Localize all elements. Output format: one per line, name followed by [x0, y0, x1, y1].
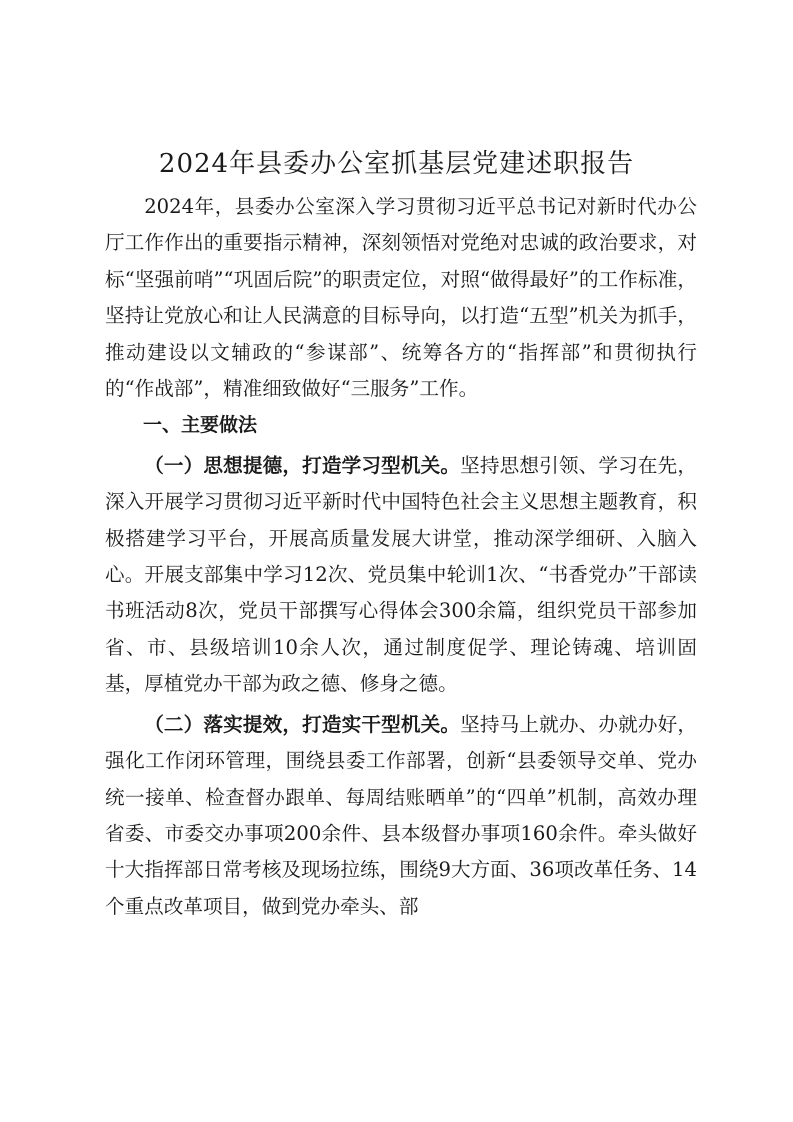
- item-2-body: 坚持马上就办、办就办好，强化工作闭环管理，围绕县委工作部署，创新“县委领导交单、党办统一接单、检查督办跟单、每周结账晒单”的“四单”机制，高效办理省委、市委交办事项200余件、县本级督办事项160余件。牵头做好十大指挥部日常考核及现场拉练，围绕9大方面、36项改革任务、14个重点改革项目，做到党办牵头、部: [105, 712, 698, 918]
- paragraph-item-2: [105, 707, 697, 925]
- document-title: 2024年县委办公室抓基层党建述职报告: [158, 149, 635, 179]
- document-body: [105, 189, 697, 925]
- intro-paragraph: 2024年，县委办公室深入学习贯彻习近平总书记对新时代办公厅工作作出的重要指示精神，深刻领悟对党绝对忠诚的政治要求，对标“坚强前哨”“巩固后院”的职责定位，对照“做得最好”的工作标准，坚持让党放心和让人民满意的目标导向，以打造“五型”机关为抓手，推动建设以文辅政的“参谋部”、统筹各方的“指挥部”和贯彻执行的“作战部”，精准细致做好“三服务”工作。: [105, 195, 697, 401]
- item-1-heading: （一）思想提德，打造学习型机关。: [144, 453, 461, 477]
- paragraph-item-1: [105, 448, 697, 703]
- item-1-body: 坚持思想引领、学习在先，深入开展学习贯彻习近平新时代中国特色社会主义思想主题教育，积极搭建学习平台，开展高质量发展大讲堂，推动深学细研、入脑入心。开展支部集中学习12次、党员集中轮训1次、“书香党办”干部读书班活动8次，党员干部撰写心得体会300余篇，组织党员干部参加省、市、县级培训10余人次，通过制度促学、理论铸魂、培训固基，厚植党办干部为政之德、修身之德。: [105, 453, 698, 696]
- item-2-heading: （二）落实提效，打造实干型机关。: [144, 712, 461, 736]
- section-heading-main-practices: 一、主要做法: [143, 414, 258, 437]
